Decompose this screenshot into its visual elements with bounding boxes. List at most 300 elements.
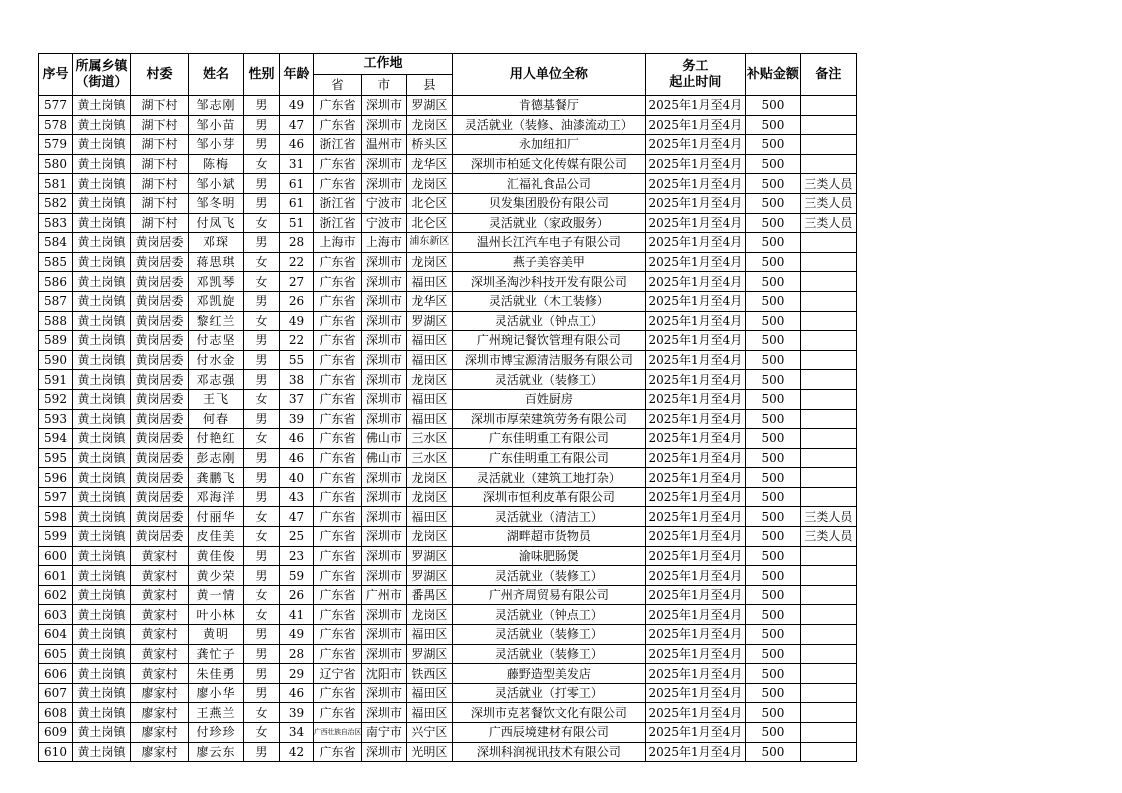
cell-province: 广东省	[314, 644, 362, 664]
cell-name: 邹小苗	[189, 115, 244, 135]
cell-village: 黄岗居委	[131, 389, 189, 409]
cell-town: 黄土岗镇	[73, 429, 131, 449]
cell-gender: 男	[244, 370, 280, 390]
cell-age: 41	[280, 605, 314, 625]
header-town	[73, 54, 131, 96]
cell-employer: 灵活就业（装修工）	[452, 370, 645, 390]
cell-city: 深圳市	[361, 154, 406, 174]
cell-county: 龙岗区	[406, 468, 452, 488]
table-row	[39, 389, 857, 409]
cell-employer: 灵活就业（钟点工）	[452, 311, 645, 331]
table-row	[39, 233, 857, 253]
cell-county: 龙岗区	[406, 252, 452, 272]
cell-province: 广东省	[314, 527, 362, 547]
cell-province: 广东省	[314, 272, 362, 292]
cell-gender: 男	[244, 350, 280, 370]
cell-subsidy: 500	[745, 527, 800, 547]
table-row	[39, 409, 857, 429]
cell-subsidy: 500	[745, 252, 800, 272]
cell-county: 福田区	[406, 331, 452, 351]
cell-age: 43	[280, 487, 314, 507]
header-village: 村委	[131, 54, 189, 96]
cell-village: 黄岗居委	[131, 409, 189, 429]
cell-city: 深圳市	[361, 311, 406, 331]
cell-name: 付凤飞	[189, 213, 244, 233]
cell-seq: 600	[39, 546, 73, 566]
cell-note	[800, 311, 856, 331]
cell-gender: 女	[244, 527, 280, 547]
cell-province: 广东省	[314, 605, 362, 625]
cell-gender: 女	[244, 703, 280, 723]
cell-seq: 580	[39, 154, 73, 174]
cell-seq: 606	[39, 664, 73, 684]
cell-age: 31	[280, 154, 314, 174]
cell-period: 2025年1月至4月	[645, 213, 745, 233]
cell-employer: 渝味肥肠煲	[452, 546, 645, 566]
cell-province: 辽宁省	[314, 664, 362, 684]
cell-village: 黄家村	[131, 566, 189, 586]
cell-gender: 男	[244, 193, 280, 213]
cell-age: 40	[280, 468, 314, 488]
cell-subsidy: 500	[745, 546, 800, 566]
cell-city: 深圳市	[361, 605, 406, 625]
cell-village: 湖下村	[131, 135, 189, 155]
cell-city: 深圳市	[361, 566, 406, 586]
cell-seq: 577	[39, 96, 73, 116]
cell-name: 何春	[189, 409, 244, 429]
cell-city: 深圳市	[361, 703, 406, 723]
cell-village: 黄家村	[131, 664, 189, 684]
cell-province: 广东省	[314, 154, 362, 174]
cell-employer: 广东佳明重工有限公司	[452, 448, 645, 468]
cell-town: 黄土岗镇	[73, 585, 131, 605]
cell-note	[800, 331, 856, 351]
cell-subsidy: 500	[745, 193, 800, 213]
cell-period: 2025年1月至4月	[645, 625, 745, 645]
cell-seq: 595	[39, 448, 73, 468]
cell-village: 黄岗居委	[131, 272, 189, 292]
cell-seq: 590	[39, 350, 73, 370]
table-row	[39, 527, 857, 547]
cell-seq: 578	[39, 115, 73, 135]
cell-subsidy: 500	[745, 703, 800, 723]
cell-subsidy: 500	[745, 585, 800, 605]
cell-village: 黄家村	[131, 644, 189, 664]
cell-period: 2025年1月至4月	[645, 370, 745, 390]
cell-province: 广东省	[314, 585, 362, 605]
cell-subsidy: 500	[745, 174, 800, 194]
cell-name: 付志坚	[189, 331, 244, 351]
cell-town: 黄土岗镇	[73, 213, 131, 233]
cell-note	[800, 96, 856, 116]
cell-note	[800, 625, 856, 645]
cell-city: 宁波市	[361, 193, 406, 213]
cell-city: 深圳市	[361, 546, 406, 566]
cell-name: 付珍珍	[189, 723, 244, 743]
cell-gender: 男	[244, 625, 280, 645]
table-row	[39, 213, 857, 233]
cell-seq: 583	[39, 213, 73, 233]
cell-county: 兴宁区	[406, 723, 452, 743]
cell-period: 2025年1月至4月	[645, 135, 745, 155]
cell-seq: 597	[39, 487, 73, 507]
cell-county: 罗湖区	[406, 566, 452, 586]
cell-employer: 贝发集团股份有限公司	[452, 193, 645, 213]
cell-village: 廖家村	[131, 683, 189, 703]
cell-province: 浙江省	[314, 135, 362, 155]
header-county: 县	[406, 75, 452, 96]
table-row	[39, 605, 857, 625]
cell-seq: 609	[39, 723, 73, 743]
cell-age: 47	[280, 507, 314, 527]
cell-village: 黄家村	[131, 546, 189, 566]
cell-employer: 深圳圣淘沙科技开发有限公司	[452, 272, 645, 292]
cell-village: 黄岗居委	[131, 429, 189, 449]
cell-employer: 灵活就业（家政服务）	[452, 213, 645, 233]
cell-province: 广东省	[314, 742, 362, 762]
cell-note	[800, 233, 856, 253]
cell-employer: 百姓厨房	[452, 389, 645, 409]
cell-seq: 603	[39, 605, 73, 625]
cell-county: 龙华区	[406, 154, 452, 174]
cell-seq: 607	[39, 683, 73, 703]
cell-village: 黄岗居委	[131, 311, 189, 331]
cell-period: 2025年1月至4月	[645, 252, 745, 272]
header-employer: 用人单位全称	[452, 54, 645, 96]
cell-period: 2025年1月至4月	[645, 566, 745, 586]
cell-town: 黄土岗镇	[73, 448, 131, 468]
cell-employer: 灵活就业（装修工）	[452, 566, 645, 586]
header-name: 姓名	[189, 54, 244, 96]
cell-note	[800, 389, 856, 409]
cell-period: 2025年1月至4月	[645, 723, 745, 743]
cell-subsidy: 500	[745, 96, 800, 116]
cell-gender: 女	[244, 389, 280, 409]
cell-town: 黄土岗镇	[73, 703, 131, 723]
cell-age: 23	[280, 546, 314, 566]
cell-city: 佛山市	[361, 429, 406, 449]
cell-period: 2025年1月至4月	[645, 644, 745, 664]
cell-city: 深圳市	[361, 331, 406, 351]
cell-seq: 582	[39, 193, 73, 213]
cell-age: 22	[280, 331, 314, 351]
cell-subsidy: 500	[745, 448, 800, 468]
cell-note	[800, 350, 856, 370]
cell-age: 61	[280, 193, 314, 213]
cell-note	[800, 546, 856, 566]
cell-gender: 男	[244, 683, 280, 703]
cell-gender: 男	[244, 233, 280, 253]
cell-employer: 永加纽扣厂	[452, 135, 645, 155]
cell-gender: 女	[244, 723, 280, 743]
table-row	[39, 311, 857, 331]
cell-province: 广东省	[314, 409, 362, 429]
cell-town: 黄土岗镇	[73, 96, 131, 116]
cell-city: 深圳市	[361, 468, 406, 488]
cell-town: 黄土岗镇	[73, 291, 131, 311]
cell-county: 罗湖区	[406, 546, 452, 566]
cell-employer: 广西辰境建材有限公司	[452, 723, 645, 743]
cell-city: 深圳市	[361, 644, 406, 664]
cell-name: 黄明	[189, 625, 244, 645]
cell-town: 黄土岗镇	[73, 507, 131, 527]
cell-province: 广东省	[314, 487, 362, 507]
cell-province: 广东省	[314, 350, 362, 370]
cell-age: 26	[280, 291, 314, 311]
cell-gender: 女	[244, 585, 280, 605]
cell-county: 桥头区	[406, 135, 452, 155]
cell-subsidy: 500	[745, 291, 800, 311]
cell-subsidy: 500	[745, 605, 800, 625]
cell-gender: 男	[244, 174, 280, 194]
header-town-line2: （街道）	[75, 74, 128, 90]
cell-note	[800, 252, 856, 272]
cell-age: 26	[280, 585, 314, 605]
cell-city: 南宁市	[361, 723, 406, 743]
table-row	[39, 370, 857, 390]
cell-name: 邹志刚	[189, 96, 244, 116]
cell-subsidy: 500	[745, 350, 800, 370]
cell-province: 广东省	[314, 507, 362, 527]
cell-period: 2025年1月至4月	[645, 448, 745, 468]
cell-town: 黄土岗镇	[73, 723, 131, 743]
cell-age: 46	[280, 683, 314, 703]
cell-town: 黄土岗镇	[73, 174, 131, 194]
cell-subsidy: 500	[745, 154, 800, 174]
cell-name: 付水金	[189, 350, 244, 370]
cell-age: 27	[280, 272, 314, 292]
cell-note	[800, 585, 856, 605]
cell-county: 福田区	[406, 350, 452, 370]
cell-town: 黄土岗镇	[73, 546, 131, 566]
cell-seq: 579	[39, 135, 73, 155]
cell-province: 上海市	[314, 233, 362, 253]
cell-gender: 男	[244, 742, 280, 762]
cell-subsidy: 500	[745, 213, 800, 233]
cell-name: 付丽华	[189, 507, 244, 527]
cell-town: 黄土岗镇	[73, 409, 131, 429]
cell-village: 湖下村	[131, 115, 189, 135]
cell-city: 深圳市	[361, 174, 406, 194]
cell-gender: 女	[244, 311, 280, 331]
cell-note	[800, 664, 856, 684]
cell-name: 龚忙子	[189, 644, 244, 664]
cell-village: 湖下村	[131, 154, 189, 174]
cell-city: 广州市	[361, 585, 406, 605]
cell-employer: 深圳市恒利皮革有限公司	[452, 487, 645, 507]
cell-village: 黄岗居委	[131, 527, 189, 547]
cell-province: 广东省	[314, 252, 362, 272]
header-work-period	[645, 54, 745, 96]
cell-gender: 女	[244, 272, 280, 292]
cell-seq: 587	[39, 291, 73, 311]
cell-employer: 灵活就业（装修、油漆流动工）	[452, 115, 645, 135]
cell-town: 黄土岗镇	[73, 389, 131, 409]
cell-subsidy: 500	[745, 487, 800, 507]
cell-employer: 灵活就业（木工装修）	[452, 291, 645, 311]
cell-town: 黄土岗镇	[73, 468, 131, 488]
cell-gender: 女	[244, 154, 280, 174]
cell-county: 三水区	[406, 429, 452, 449]
table-row	[39, 585, 857, 605]
cell-name: 龚鹏飞	[189, 468, 244, 488]
cell-seq: 588	[39, 311, 73, 331]
cell-village: 湖下村	[131, 193, 189, 213]
cell-gender: 男	[244, 664, 280, 684]
cell-village: 黄岗居委	[131, 291, 189, 311]
cell-province: 广东省	[314, 683, 362, 703]
cell-gender: 男	[244, 448, 280, 468]
cell-employer: 肯德基餐厅	[452, 96, 645, 116]
cell-name: 皮佳美	[189, 527, 244, 547]
cell-period: 2025年1月至4月	[645, 311, 745, 331]
cell-village: 黄岗居委	[131, 350, 189, 370]
cell-city: 深圳市	[361, 527, 406, 547]
cell-gender: 男	[244, 96, 280, 116]
cell-note	[800, 683, 856, 703]
cell-village: 廖家村	[131, 742, 189, 762]
cell-name: 邓海洋	[189, 487, 244, 507]
cell-town: 黄土岗镇	[73, 527, 131, 547]
cell-county: 福田区	[406, 683, 452, 703]
cell-employer: 深圳市克茗餐饮文化有限公司	[452, 703, 645, 723]
cell-gender: 女	[244, 213, 280, 233]
cell-county: 福田区	[406, 625, 452, 645]
cell-city: 深圳市	[361, 252, 406, 272]
cell-city: 深圳市	[361, 96, 406, 116]
cell-town: 黄土岗镇	[73, 664, 131, 684]
cell-period: 2025年1月至4月	[645, 96, 745, 116]
cell-county: 龙岗区	[406, 487, 452, 507]
cell-county: 三水区	[406, 448, 452, 468]
table-row	[39, 331, 857, 351]
cell-county: 龙华区	[406, 291, 452, 311]
cell-town: 黄土岗镇	[73, 683, 131, 703]
cell-period: 2025年1月至4月	[645, 331, 745, 351]
cell-province: 广东省	[314, 331, 362, 351]
cell-county: 龙岗区	[406, 527, 452, 547]
cell-period: 2025年1月至4月	[645, 487, 745, 507]
cell-province: 广西壮族自治区	[314, 723, 362, 743]
cell-town: 黄土岗镇	[73, 115, 131, 135]
cell-subsidy: 500	[745, 233, 800, 253]
cell-period: 2025年1月至4月	[645, 742, 745, 762]
cell-age: 46	[280, 135, 314, 155]
table-row	[39, 487, 857, 507]
cell-province: 广东省	[314, 291, 362, 311]
cell-note	[800, 644, 856, 664]
cell-town: 黄土岗镇	[73, 605, 131, 625]
cell-age: 29	[280, 664, 314, 684]
cell-city: 佛山市	[361, 448, 406, 468]
cell-period: 2025年1月至4月	[645, 585, 745, 605]
cell-city: 深圳市	[361, 291, 406, 311]
cell-village: 廖家村	[131, 703, 189, 723]
cell-age: 49	[280, 625, 314, 645]
cell-city: 深圳市	[361, 742, 406, 762]
table-body	[39, 96, 857, 762]
cell-period: 2025年1月至4月	[645, 193, 745, 213]
cell-age: 49	[280, 311, 314, 331]
cell-village: 黄家村	[131, 625, 189, 645]
cell-period: 2025年1月至4月	[645, 154, 745, 174]
cell-gender: 男	[244, 546, 280, 566]
cell-subsidy: 500	[745, 507, 800, 527]
cell-gender: 女	[244, 507, 280, 527]
cell-village: 湖下村	[131, 96, 189, 116]
cell-province: 广东省	[314, 174, 362, 194]
cell-province: 广东省	[314, 370, 362, 390]
cell-name: 王飞	[189, 389, 244, 409]
cell-subsidy: 500	[745, 272, 800, 292]
cell-province: 广东省	[314, 546, 362, 566]
table-row	[39, 625, 857, 645]
table-row	[39, 448, 857, 468]
cell-age: 38	[280, 370, 314, 390]
cell-name: 廖云东	[189, 742, 244, 762]
cell-note: 三类人员	[800, 527, 856, 547]
cell-age: 28	[280, 644, 314, 664]
cell-age: 28	[280, 233, 314, 253]
table-row	[39, 664, 857, 684]
table-row	[39, 154, 857, 174]
cell-seq: 605	[39, 644, 73, 664]
cell-county: 北仑区	[406, 213, 452, 233]
cell-note	[800, 409, 856, 429]
cell-village: 湖下村	[131, 213, 189, 233]
cell-town: 黄土岗镇	[73, 154, 131, 174]
table-row	[39, 291, 857, 311]
table-row	[39, 135, 857, 155]
cell-town: 黄土岗镇	[73, 625, 131, 645]
cell-name: 朱佳勇	[189, 664, 244, 684]
table-row	[39, 703, 857, 723]
cell-city: 深圳市	[361, 272, 406, 292]
cell-name: 邹冬明	[189, 193, 244, 213]
cell-subsidy: 500	[745, 723, 800, 743]
cell-period: 2025年1月至4月	[645, 546, 745, 566]
cell-employer: 灵活就业（装修工）	[452, 644, 645, 664]
cell-period: 2025年1月至4月	[645, 664, 745, 684]
cell-note	[800, 703, 856, 723]
cell-village: 黄家村	[131, 585, 189, 605]
cell-subsidy: 500	[745, 409, 800, 429]
cell-name: 黎红兰	[189, 311, 244, 331]
cell-subsidy: 500	[745, 683, 800, 703]
cell-town: 黄土岗镇	[73, 566, 131, 586]
cell-gender: 男	[244, 566, 280, 586]
cell-county: 福田区	[406, 272, 452, 292]
cell-employer: 广东佳明重工有限公司	[452, 429, 645, 449]
cell-age: 37	[280, 389, 314, 409]
cell-seq: 581	[39, 174, 73, 194]
employment-subsidy-table	[38, 53, 857, 762]
cell-period: 2025年1月至4月	[645, 174, 745, 194]
cell-employer: 广州齐周贸易有限公司	[452, 585, 645, 605]
cell-gender: 女	[244, 605, 280, 625]
cell-age: 39	[280, 703, 314, 723]
cell-seq: 598	[39, 507, 73, 527]
cell-name: 邓凯琴	[189, 272, 244, 292]
cell-period: 2025年1月至4月	[645, 605, 745, 625]
cell-period: 2025年1月至4月	[645, 389, 745, 409]
cell-gender: 女	[244, 252, 280, 272]
cell-seq: 599	[39, 527, 73, 547]
cell-county: 福田区	[406, 703, 452, 723]
cell-town: 黄土岗镇	[73, 370, 131, 390]
cell-period: 2025年1月至4月	[645, 703, 745, 723]
cell-age: 46	[280, 429, 314, 449]
